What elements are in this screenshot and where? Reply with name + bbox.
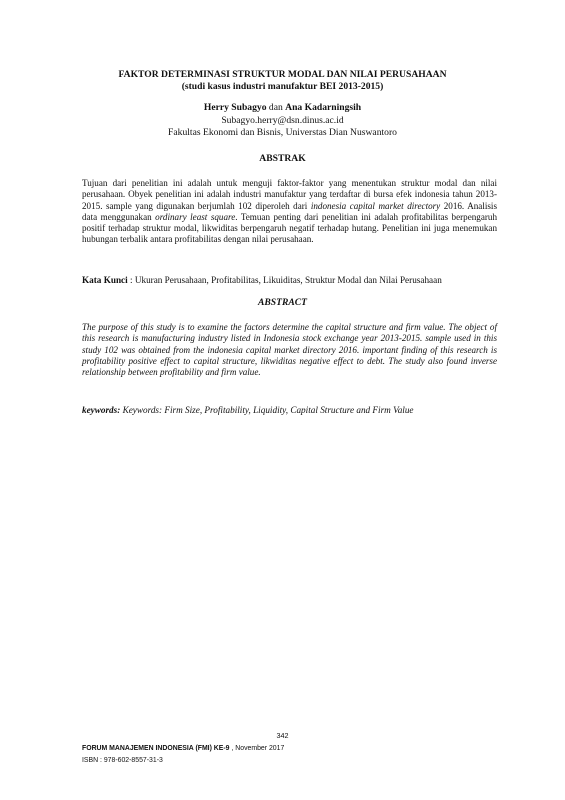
title-line-2: (studi kasus industri manufaktur BEI 2013-2015)	[181, 80, 384, 92]
kata-kunci-label: Kata Kunci	[82, 275, 128, 285]
abstrak-heading: ABSTRAK	[259, 153, 306, 164]
footer-forum	[82, 745, 284, 752]
paper-title	[60, 69, 505, 92]
author-email: Subagyo.herry@dsn.dinus.ac.id	[221, 114, 344, 126]
page-number: 342	[276, 731, 289, 740]
title-line-1: FAKTOR DETERMINASI STRUKTUR MODAL DAN NILAI PERUSAHAAN	[118, 69, 447, 80]
abstrak-italic-2: ordinary least square	[155, 211, 236, 222]
keywords-text: Keywords: Firm Size, Profitability, Liquidity, Capital Structure and Firm Value	[120, 405, 414, 415]
keywords-label: keywords:	[82, 405, 121, 415]
author-1: Herry Subagyo	[203, 102, 267, 113]
abstrak-text-3: . Temuan penting dari penelitian ini adalah profitabilitas berpengaruh positif terhadap struktur modal, likwiditas berpengaruh negatif terhadap hutang. Penelitian ini juga menemukan hubungan terbalik antara profitabilitas dengan nilai perusahaan.	[82, 211, 497, 245]
footer-forum-date: , November 2017	[229, 745, 285, 752]
abstract-paragraph: The purpose of this study is to examine the factors determine the capital structure and firm value. The object of this research is manufacturing industry listed in Indonesia stock exchange year 2013-2015. sample used in this study 102 was obtained from the indonesia capital market directory 2016. important finding of this research is profitability positive effect to capital structure, likwiditas negative effect to debt. The study also found inverse relationship between profitability and firm value.	[82, 322, 497, 378]
author-conjunction: dan	[266, 102, 286, 113]
kata-kunci-line	[82, 275, 512, 285]
abstrak-italic-1: indonesia capital market directory	[310, 200, 441, 211]
author-affiliation: Fakultas Ekonomi dan Bisnis, Universtas Dian Nuswantoro	[168, 127, 397, 138]
abstract-heading: ABSTRACT	[257, 297, 308, 308]
abstrak-text-2: 2016. Analisis data menggunakan	[82, 200, 497, 222]
abstrak-text-1: Tujuan dari penelitian ini adalah untuk menguji faktor-faktor yang menentukan struktur modal dan nilai perusahaan. Obyek penelitian ini adalah industri manufaktur yang terdaftar di bursa efek indonesia tahun 2013-2015. sample yang digunakan berjumlah 102 diperoleh dari	[82, 178, 497, 211]
footer-isbn: ISBN : 978-602-8557-31-3	[82, 757, 163, 764]
footer-forum-name: FORUM MANAJEMEN INDONESIA (FMI) KE-9	[82, 745, 230, 752]
author-block	[60, 102, 505, 140]
abstrak-paragraph	[82, 178, 497, 246]
keywords-line	[82, 405, 512, 415]
author-2: Ana Kadarningsih	[285, 102, 362, 113]
author-names	[60, 102, 505, 115]
kata-kunci-text: : Ukuran Perusahaan, Profitabilitas, Likuiditas, Struktur Modal dan Nilai Perusahaan	[127, 275, 442, 285]
